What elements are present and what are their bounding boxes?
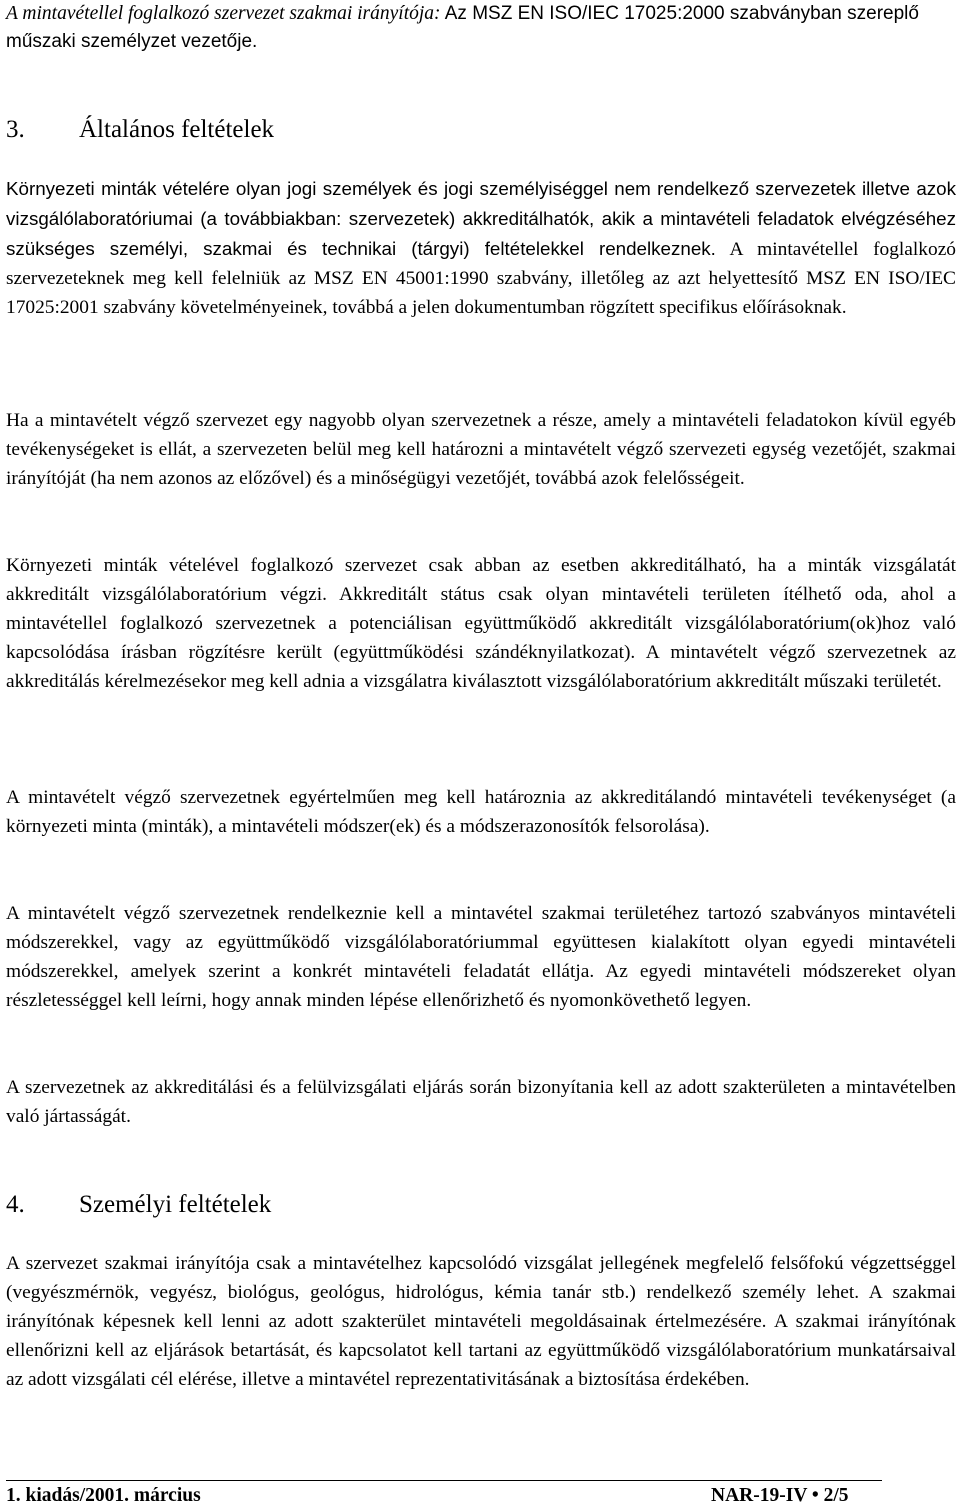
footer-divider (6, 1480, 882, 1481)
section-3-paragraph-2: Ha a mintavételt végző szervezet egy nagyobb olyan szervezetnek a része, amely a mintavételi feladatokon kívül egyéb tevékenységeket is ellát, a szervezeten belül meg kell határozni a mintavételt végző szervezeti egység vezetőjét, szakmai irányítóját (ha nem azonos az előzővel) és a minőségügyi vezetőjét, továbbá azok felelősségeit. (6, 410, 956, 489)
section-4-number: 4. (6, 1191, 25, 1218)
section-3-paragraph-5: A mintavételt végző szervezetnek rendelkeznie kell a mintavétel szakmai területéhez tartozó szabványos mintavételi módszerekkel, vagy az együttműködő vizsgálólaboratóriummal együttesen kialakított olyan egyedi mintavételi módszerekkel, amelyek szerint a konkrét mintavételi feladatát ellátja. Az egyedi mintavételi módszereket olyan részletességgel kell leírni, hogy annak minden lépése ellenőrizhető és nyomonkövethető legyen. (6, 903, 956, 1011)
footer-document-id: NAR-19-IV • 2/5 (711, 1485, 849, 1506)
section-4-paragraph-1: A szervezet szakmai irányítója csak a mintavételhez kapcsolódó vizsgálat jellegének megfelelő felsőfokú végzettséggel (vegyészmérnök, vegyész, biológus, geológus, hidrológus, kémia tanár stb.) rendelkező személy lehet. A szakmai irányítónak képesnek kell lenni az adott szakterület mintavételi megoldásainak értelmezésére. A szakmai irányítónak ellenőrizni kell az eljárások betartását, és kapcsolatot kell tartani az együttműködő vizsgálólaboratórium munkatársaival az adott vizsgálati cél elérése, illetve a mintavétel reprezentativitásának a biztosítása érdekében. (6, 1253, 956, 1390)
section-3-heading (6, 115, 274, 145)
section-4-title: Személyi feltételek (79, 1191, 272, 1218)
section-3-paragraph-3: Környezeti minták vételével foglalkozó szervezet csak abban az esetben akkreditálható, ha a minták vizsgálatát akkreditált vizsgálólaboratórium végzi. Akkreditált státus csak olyan mintavételi területen ítélhető oda, ahol a mintavétellel foglalkozó szervezetnek a potenciálisan együttműködő akkreditált vizsgálólaboratórium(ok)hoz való kapcsolódása írásban rögzítésre került (együttműködési szándéknyilatkozat). A mintavételt végző szervezetnek az akkreditálás kérelmezésekor meg kell adnia a vizsgálatra kiválasztott vizsgálólaboratórium akkreditált műszaki területét. (6, 555, 956, 692)
section-3-paragraph-4: A mintavételt végző szervezetnek egyértelműen meg kell határoznia az akkreditálandó mintavételi tevékenységet (a környezeti minta (minták), a mintavételi módszer(ek) és a módszerazonosítók felsorolása). (6, 787, 956, 837)
section-3-paragraph-6: A szervezetnek az akkreditálási és a felülvizsgálati eljárás során bizonyítania kell az adott szakterületen a mintavételben való jártasságát. (6, 1077, 956, 1127)
section-3-paragraph-1 (6, 174, 956, 322)
section-3-number: 3. (6, 116, 25, 143)
note-rest: Az MSZ EN ISO/IEC 17025:2000 szabványban szereplő műszaki személyzet vezetője. (6, 3, 919, 52)
footer-edition: 1. kiadás/2001. március (6, 1485, 201, 1506)
paragraph-1-serif: A mintavétellel foglalkozó szervezeteknek meg kell felelniük az MSZ EN 45001:1990 szabvány, illetőleg az azt helyettesítő MSZ EN ISO/IEC 17025:2001 szabvány követelményeinek, továbbá a jelen dokumentumban rögzített specifikus előírásoknak. (6, 239, 956, 318)
paragraph-1-sans: Környezeti minták vételére olyan jogi személyek és jogi személyiséggel nem rendelkező szervezetek illetve azok vizsgálólaboratóriumai (a továbbiakban: szervezetek) akkreditálhatók, akik a mintavételi feladatok elvégzéséhez szükséges személyi, szakmai és technikai (tárgyi) feltételekkel rendelkeznek. (6, 178, 956, 259)
section-3-title: Általános feltételek (79, 116, 275, 143)
section-4-heading (6, 1190, 271, 1220)
section-intro-note (6, 0, 956, 56)
note-lead: A mintavétellel foglalkozó szervezet szakmai irányítója: (6, 3, 441, 24)
